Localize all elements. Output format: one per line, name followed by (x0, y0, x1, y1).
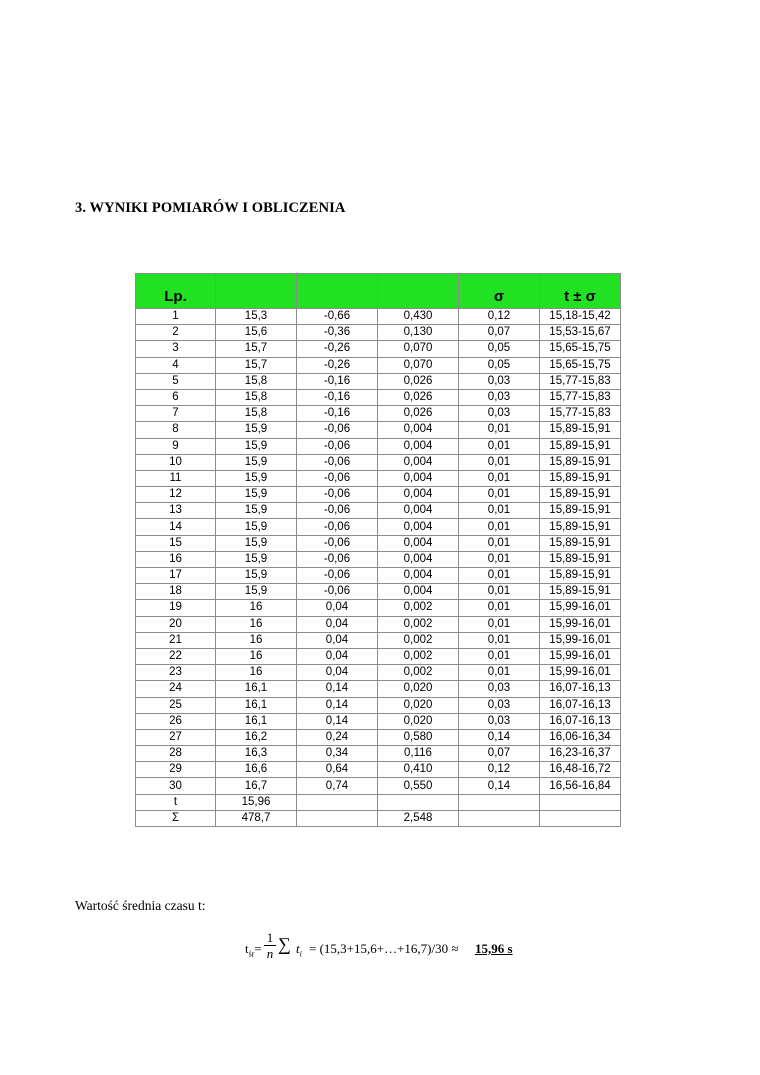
cell-lp: 16 (136, 551, 216, 567)
cell-deviation-squared: 0,004 (378, 470, 459, 486)
cell-deviation: 0,04 (297, 632, 378, 648)
cell-sigma: 0,07 (459, 746, 540, 762)
header-sigma: σ (459, 274, 540, 309)
cell-lp: 23 (136, 665, 216, 681)
cell-deviation: -0,06 (297, 438, 378, 454)
cell-range: 15,99-16,01 (540, 600, 621, 616)
cell-time: 15,9 (216, 438, 297, 454)
table-row (136, 309, 621, 325)
cell-lp: 4 (136, 357, 216, 373)
table-row (136, 325, 621, 341)
cell-lp: 17 (136, 568, 216, 584)
cell-time: 16,1 (216, 681, 297, 697)
cell-deviation-squared: 0,070 (378, 357, 459, 373)
cell-sigma: 0,01 (459, 551, 540, 567)
cell-range: 15,89-15,91 (540, 568, 621, 584)
cell-deviation-squared: 0,020 (378, 713, 459, 729)
cell-lp: 20 (136, 616, 216, 632)
cell-lp: t (136, 794, 216, 810)
cell-sigma: 0,03 (459, 697, 540, 713)
table-row (136, 568, 621, 584)
cell-lp: 5 (136, 373, 216, 389)
cell-time: 15,8 (216, 373, 297, 389)
cell-deviation: 0,24 (297, 729, 378, 745)
cell-deviation-squared: 0,002 (378, 632, 459, 648)
fraction-denominator: n (266, 946, 274, 961)
cell-deviation: -0,66 (297, 309, 378, 325)
cell-range (540, 810, 621, 826)
cell-sigma: 0,01 (459, 616, 540, 632)
cell-deviation-squared: 0,130 (378, 325, 459, 341)
cell-time: 15,9 (216, 503, 297, 519)
cell-range: 16,06-16,34 (540, 729, 621, 745)
cell-deviation-squared: 0,002 (378, 616, 459, 632)
table-row (136, 616, 621, 632)
cell-time: 16,1 (216, 697, 297, 713)
cell-deviation: -0,06 (297, 568, 378, 584)
cell-deviation-squared: 0,002 (378, 648, 459, 664)
cell-lp: 15 (136, 535, 216, 551)
cell-range: 15,89-15,91 (540, 551, 621, 567)
table-row (136, 697, 621, 713)
cell-time: 16 (216, 648, 297, 664)
cell-lp: 18 (136, 584, 216, 600)
sum-symbol: ∑ (278, 934, 291, 954)
cell-sigma: 0,01 (459, 454, 540, 470)
header-deviation-squared (378, 274, 459, 309)
cell-sigma: 0,01 (459, 600, 540, 616)
cell-lp: 28 (136, 746, 216, 762)
cell-lp: 25 (136, 697, 216, 713)
cell-deviation-squared: 0,004 (378, 422, 459, 438)
cell-range: 15,99-16,01 (540, 632, 621, 648)
cell-time: 16 (216, 600, 297, 616)
formula-ti-sub: i (299, 949, 302, 959)
table-row (136, 810, 621, 826)
cell-lp: 6 (136, 389, 216, 405)
header-range: t ± σ (540, 274, 621, 309)
cell-deviation: -0,06 (297, 487, 378, 503)
table-row (136, 422, 621, 438)
header-lp: Lp. (136, 274, 216, 309)
cell-deviation-squared: 0,430 (378, 309, 459, 325)
cell-lp: 19 (136, 600, 216, 616)
cell-range: 15,89-15,91 (540, 535, 621, 551)
cell-time: 15,96 (216, 794, 297, 810)
cell-lp: 21 (136, 632, 216, 648)
cell-sigma: 0,01 (459, 535, 540, 551)
table-row (136, 438, 621, 454)
table-row (136, 487, 621, 503)
cell-deviation: -0,06 (297, 584, 378, 600)
cell-range: 15,89-15,91 (540, 503, 621, 519)
cell-time: 15,9 (216, 568, 297, 584)
cell-sigma (459, 794, 540, 810)
cell-time: 16 (216, 632, 297, 648)
formula-fraction (264, 930, 276, 961)
cell-deviation: -0,06 (297, 551, 378, 567)
cell-time: 478,7 (216, 810, 297, 826)
table-row (136, 519, 621, 535)
cell-deviation-squared: 0,410 (378, 762, 459, 778)
cell-range: 15,89-15,91 (540, 470, 621, 486)
cell-lp: 13 (136, 503, 216, 519)
cell-range: 15,89-15,91 (540, 487, 621, 503)
cell-lp: 3 (136, 341, 216, 357)
cell-range: 15,53-15,67 (540, 325, 621, 341)
cell-sigma: 0,03 (459, 681, 540, 697)
cell-time: 16,2 (216, 729, 297, 745)
table-row (136, 357, 621, 373)
cell-deviation-squared: 2,548 (378, 810, 459, 826)
cell-time: 15,9 (216, 454, 297, 470)
cell-range: 15,89-15,91 (540, 422, 621, 438)
cell-sigma: 0,03 (459, 373, 540, 389)
results-table (135, 273, 621, 827)
cell-deviation: 0,74 (297, 778, 378, 794)
table-row (136, 503, 621, 519)
cell-range: 15,65-15,75 (540, 341, 621, 357)
cell-sigma: 0,01 (459, 584, 540, 600)
cell-sigma: 0,03 (459, 389, 540, 405)
cell-sigma (459, 810, 540, 826)
table-row (136, 729, 621, 745)
table-row (136, 389, 621, 405)
cell-deviation: -0,06 (297, 535, 378, 551)
cell-deviation-squared: 0,026 (378, 406, 459, 422)
cell-time: 15,9 (216, 584, 297, 600)
cell-range: 15,89-15,91 (540, 519, 621, 535)
cell-range: 16,48-16,72 (540, 762, 621, 778)
cell-deviation-squared (378, 794, 459, 810)
cell-deviation-squared: 0,004 (378, 519, 459, 535)
cell-lp: Σ (136, 810, 216, 826)
cell-deviation-squared: 0,116 (378, 746, 459, 762)
cell-sigma: 0,01 (459, 487, 540, 503)
cell-deviation-squared: 0,026 (378, 389, 459, 405)
cell-lp: 7 (136, 406, 216, 422)
table-row (136, 454, 621, 470)
cell-deviation: 0,04 (297, 665, 378, 681)
cell-time: 15,3 (216, 309, 297, 325)
cell-deviation: -0,16 (297, 406, 378, 422)
cell-sigma: 0,03 (459, 406, 540, 422)
cell-sigma: 0,01 (459, 438, 540, 454)
cell-sigma: 0,14 (459, 729, 540, 745)
formula-ti (296, 941, 302, 959)
cell-time: 16,7 (216, 778, 297, 794)
cell-range: 15,65-15,75 (540, 357, 621, 373)
cell-sigma: 0,01 (459, 568, 540, 584)
cell-deviation: 0,04 (297, 616, 378, 632)
formula-expression: = (15,3+15,6+…+16,7)/30 ≈ (309, 941, 459, 956)
cell-deviation-squared: 0,004 (378, 551, 459, 567)
cell-range: 15,77-15,83 (540, 373, 621, 389)
cell-deviation: -0,06 (297, 519, 378, 535)
cell-deviation: 0,34 (297, 746, 378, 762)
cell-deviation-squared: 0,004 (378, 454, 459, 470)
cell-deviation-squared: 0,070 (378, 341, 459, 357)
cell-lp: 30 (136, 778, 216, 794)
cell-lp: 11 (136, 470, 216, 486)
cell-deviation-squared: 0,020 (378, 681, 459, 697)
table-row (136, 535, 621, 551)
cell-lp: 27 (136, 729, 216, 745)
cell-deviation-squared: 0,004 (378, 438, 459, 454)
cell-lp: 9 (136, 438, 216, 454)
cell-lp: 14 (136, 519, 216, 535)
table-header-row (136, 274, 621, 309)
cell-range: 15,77-15,83 (540, 389, 621, 405)
table-row (136, 551, 621, 567)
cell-range: 16,23-16,37 (540, 746, 621, 762)
cell-lp: 26 (136, 713, 216, 729)
average-label: Wartość średnia czasu t: (75, 898, 206, 913)
cell-deviation (297, 794, 378, 810)
cell-sigma: 0,12 (459, 309, 540, 325)
cell-sigma: 0,12 (459, 762, 540, 778)
cell-deviation: 0,04 (297, 648, 378, 664)
cell-deviation-squared: 0,004 (378, 487, 459, 503)
cell-range: 15,99-16,01 (540, 616, 621, 632)
table-row (136, 778, 621, 794)
cell-range: 16,07-16,13 (540, 681, 621, 697)
cell-sigma: 0,03 (459, 713, 540, 729)
cell-sigma: 0,05 (459, 341, 540, 357)
cell-sigma: 0,01 (459, 648, 540, 664)
cell-deviation: 0,14 (297, 713, 378, 729)
formula-result: 15,96 s (475, 941, 513, 956)
cell-deviation-squared: 0,026 (378, 373, 459, 389)
cell-deviation-squared: 0,002 (378, 665, 459, 681)
formula-t-sub: śr (248, 949, 255, 959)
cell-lp: 22 (136, 648, 216, 664)
table-row (136, 373, 621, 389)
cell-deviation-squared: 0,550 (378, 778, 459, 794)
fraction-numerator: 1 (264, 930, 276, 946)
cell-range: 15,89-15,91 (540, 454, 621, 470)
cell-time: 15,9 (216, 519, 297, 535)
cell-deviation-squared: 0,004 (378, 535, 459, 551)
cell-time: 15,8 (216, 406, 297, 422)
cell-sigma: 0,14 (459, 778, 540, 794)
cell-range: 15,89-15,91 (540, 438, 621, 454)
cell-sigma: 0,01 (459, 665, 540, 681)
table-row (136, 406, 621, 422)
table-row (136, 341, 621, 357)
cell-sigma: 0,01 (459, 470, 540, 486)
formula-equals: = (254, 941, 262, 956)
cell-deviation-squared: 0,002 (378, 600, 459, 616)
table-row (136, 632, 621, 648)
cell-lp: 12 (136, 487, 216, 503)
header-deviation (297, 274, 378, 309)
table-row (136, 681, 621, 697)
cell-deviation: -0,26 (297, 341, 378, 357)
cell-time: 16 (216, 616, 297, 632)
cell-sigma: 0,05 (459, 357, 540, 373)
cell-deviation: -0,06 (297, 422, 378, 438)
table-row (136, 648, 621, 664)
cell-time: 15,6 (216, 325, 297, 341)
table-row (136, 665, 621, 681)
cell-deviation-squared: 0,020 (378, 697, 459, 713)
cell-lp: 29 (136, 762, 216, 778)
cell-lp: 1 (136, 309, 216, 325)
formula-t-base: t (245, 941, 249, 956)
section-heading: 3. WYNIKI POMIARÓW I OBLICZENIA (75, 200, 346, 216)
cell-range: 15,18-15,42 (540, 309, 621, 325)
cell-time: 16,3 (216, 746, 297, 762)
cell-deviation: -0,26 (297, 357, 378, 373)
cell-time: 15,9 (216, 422, 297, 438)
cell-sigma: 0,01 (459, 422, 540, 438)
cell-range: 16,07-16,13 (540, 713, 621, 729)
table-row (136, 600, 621, 616)
formula-ti-base: t (296, 941, 300, 956)
table-row (136, 713, 621, 729)
cell-sigma: 0,01 (459, 519, 540, 535)
cell-lp: 24 (136, 681, 216, 697)
cell-deviation: 0,14 (297, 681, 378, 697)
cell-time: 15,9 (216, 487, 297, 503)
header-time (216, 274, 297, 309)
cell-deviation: 0,04 (297, 600, 378, 616)
cell-time: 16,6 (216, 762, 297, 778)
cell-lp: 10 (136, 454, 216, 470)
cell-time: 15,7 (216, 341, 297, 357)
cell-deviation: -0,06 (297, 454, 378, 470)
cell-sigma: 0,01 (459, 632, 540, 648)
cell-deviation-squared: 0,004 (378, 503, 459, 519)
cell-deviation: 0,64 (297, 762, 378, 778)
cell-deviation: -0,06 (297, 470, 378, 486)
cell-deviation-squared: 0,580 (378, 729, 459, 745)
cell-range (540, 794, 621, 810)
cell-range: 15,77-15,83 (540, 406, 621, 422)
cell-time: 15,9 (216, 551, 297, 567)
cell-deviation (297, 810, 378, 826)
cell-range: 16,07-16,13 (540, 697, 621, 713)
table-row (136, 584, 621, 600)
cell-time: 16,1 (216, 713, 297, 729)
table-row (136, 470, 621, 486)
cell-deviation-squared: 0,004 (378, 584, 459, 600)
table-body (136, 309, 621, 827)
cell-deviation: -0,06 (297, 503, 378, 519)
cell-time: 15,9 (216, 470, 297, 486)
cell-sigma: 0,07 (459, 325, 540, 341)
table-row (136, 762, 621, 778)
cell-time: 15,7 (216, 357, 297, 373)
cell-deviation: 0,14 (297, 697, 378, 713)
cell-time: 16 (216, 665, 297, 681)
cell-time: 15,9 (216, 535, 297, 551)
cell-deviation-squared: 0,004 (378, 568, 459, 584)
formula-t-mean (245, 941, 262, 959)
cell-range: 15,89-15,91 (540, 584, 621, 600)
cell-deviation: -0,36 (297, 325, 378, 341)
table-row (136, 794, 621, 810)
cell-time: 15,8 (216, 389, 297, 405)
cell-sigma: 0,01 (459, 503, 540, 519)
cell-lp: 8 (136, 422, 216, 438)
cell-deviation: -0,16 (297, 373, 378, 389)
cell-lp: 2 (136, 325, 216, 341)
cell-range: 16,56-16,84 (540, 778, 621, 794)
cell-range: 15,99-16,01 (540, 665, 621, 681)
cell-range: 15,99-16,01 (540, 648, 621, 664)
table-row (136, 746, 621, 762)
cell-deviation: -0,16 (297, 389, 378, 405)
